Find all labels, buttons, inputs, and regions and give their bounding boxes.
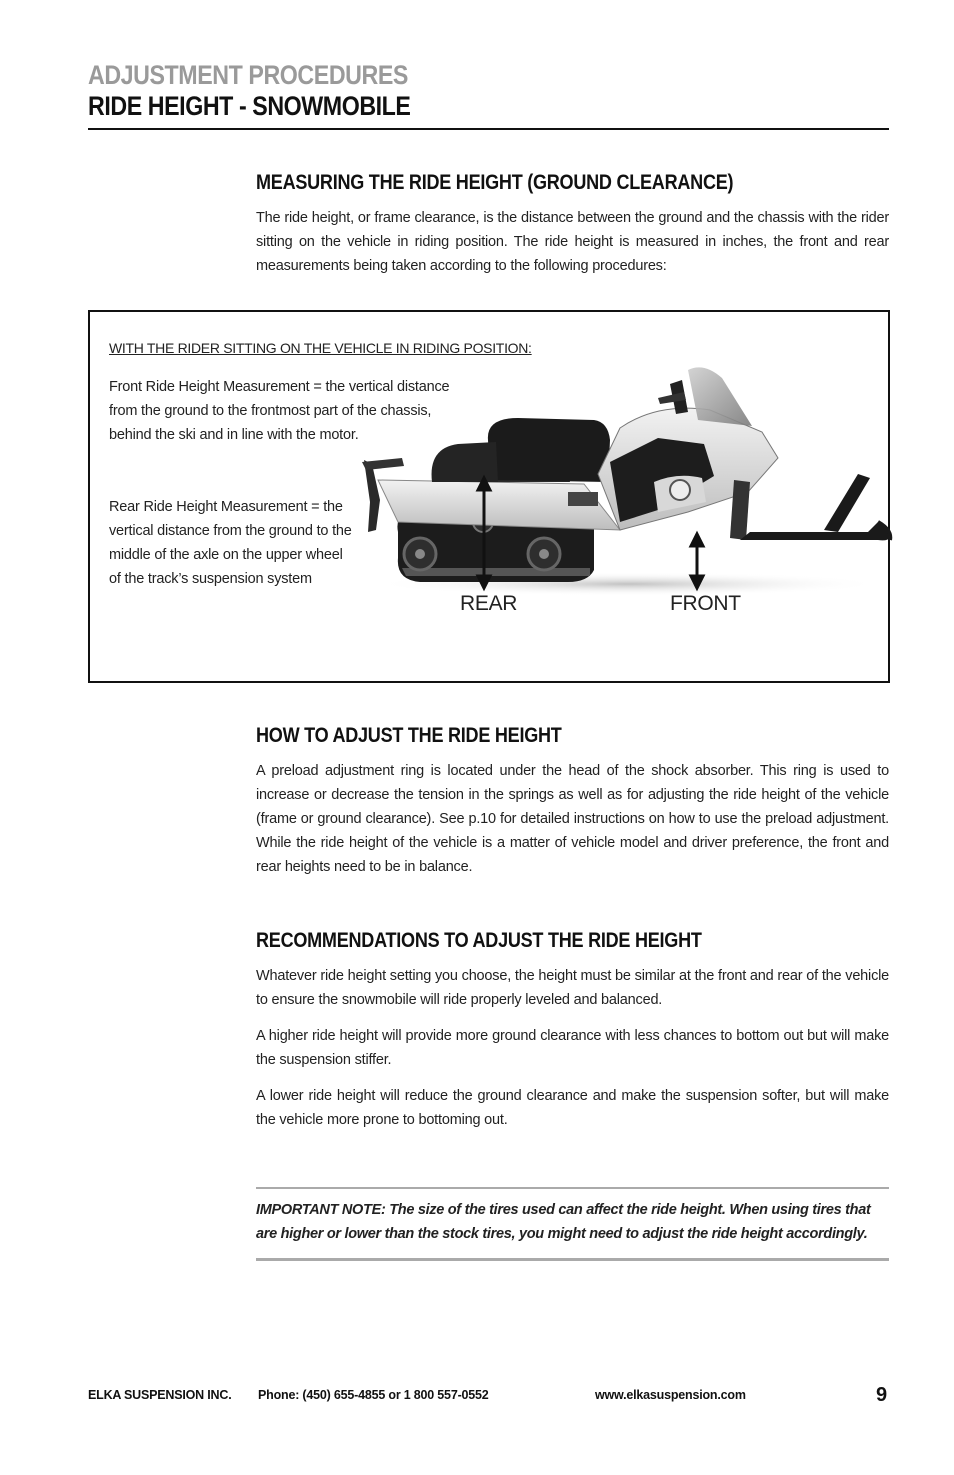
section-recommend-heading: RECOMMENDATIONS TO ADJUST THE RIDE HEIGHT: [256, 929, 702, 952]
header-title-line2: RIDE HEIGHT - SNOWMOBILE: [88, 91, 411, 121]
page-number: 9: [876, 1384, 888, 1406]
section-measuring: [256, 170, 889, 290]
ride-height-figure-box: [88, 310, 890, 683]
section-recommend-p1: Whatever ride height setting you choose, the height must be similar at the front and rear of the vehicle to ensure the snowmobile will ride properly leveled and balanced.: [256, 968, 889, 1008]
footer-phone: Phone: (450) 655-4855 or 1 800 557-0552: [258, 1388, 489, 1402]
page-header: [88, 60, 889, 122]
label-rear: REAR: [460, 592, 518, 615]
important-note-text: IMPORTANT NOTE: The size of the tires used can affect the ride height. When using tires that are higher or lower than the stock tires, you might need to adjust the ride height accordingly.: [256, 1202, 871, 1242]
rear-measurement-text: Rear Ride Height Measurement = the vertical distance from the ground to the middle of the axle on the upper wheel of the track’s suspension system: [109, 499, 352, 587]
snowmobile-image: [358, 362, 893, 602]
footer-website[interactable]: www.elkasuspension.com: [595, 1388, 746, 1402]
section-measuring-paragraph: The ride height, or frame clearance, is the distance between the ground and the chassis with the rider sitting on the vehicle in riding position. The ride height is measured in inches, the front and rear measurements being taken according to the following procedures:: [256, 210, 889, 274]
footer-company: ELKA SUSPENSION INC.: [88, 1388, 232, 1402]
label-front: FRONT: [670, 592, 741, 615]
section-adjust-heading: HOW TO ADJUST THE RIDE HEIGHT: [256, 724, 562, 747]
section-adjust-paragraph: A preload adjustment ring is located under the head of the shock absorber. This ring is used to increase or decrease the tension in the springs as well as for adjusting the ride height of the vehicle (frame or ground clearance). See p.10 for detailed instructions on how to use the preload adjustment. While the ride height of the vehicle is a matter of vehicle model and driver preference, the front and rear heights need to be in balance.: [256, 763, 889, 875]
important-note: [256, 1187, 889, 1261]
front-measurement-text: Front Ride Height Measurement = the vertical distance from the ground to the frontmost part of the chassis, behind the ski and in line with the motor.: [109, 379, 450, 443]
section-measuring-heading: MEASURING THE RIDE HEIGHT (GROUND CLEARANCE): [256, 171, 734, 194]
section-adjust: [256, 723, 889, 891]
header-title-line1: ADJUSTMENT PROCEDURES: [88, 60, 408, 90]
section-recommend-p3: A lower ride height will reduce the ground clearance and make the suspension softer, but will make the vehicle more prone to bottoming out.: [256, 1088, 889, 1128]
section-recommend: [256, 928, 889, 1144]
section-recommend-p2: A higher ride height will provide more ground clearance with less chances to bottom out but will make the suspension stiffer.: [256, 1028, 889, 1068]
header-rule: [88, 128, 889, 130]
figure-box-title: WITH THE RIDER SITTING ON THE VEHICLE IN RIDING POSITION:: [109, 340, 532, 356]
